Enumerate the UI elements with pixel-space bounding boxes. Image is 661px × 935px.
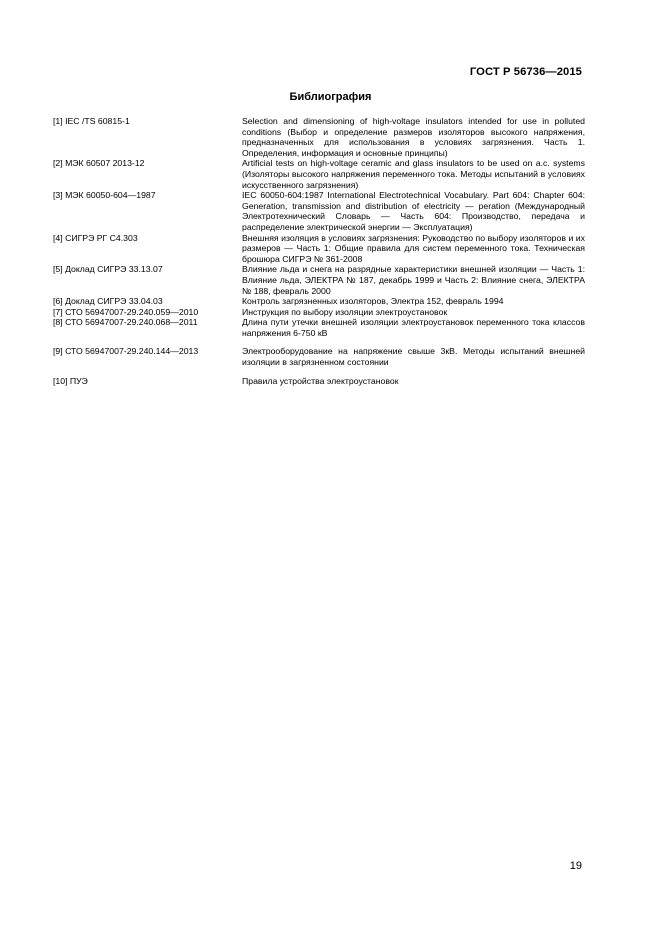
entry-description: Инструкция по выбору изоляции электроустановок: [242, 306, 448, 317]
bibliography-entry: [53, 376, 585, 387]
bibliography-entry: [53, 307, 585, 318]
entry-reference: [7] СТО 56947007-29.240.059—2010: [53, 306, 199, 317]
entry-description: Artificial tests on high-voltage ceramic and glass insulators to be used on a.c. systems (Изоляторы высокого напряжения переменного тока. Методы испытаний в условиях искусственного загрязнения): [242, 158, 585, 190]
bibliography-entry: [53, 296, 585, 307]
bibliography-entry: [53, 190, 585, 232]
entry-description: Электрооборудование на напряжение свыше 3кВ. Методы испытаний внешней изоляции в загрязненном состоянии: [242, 346, 585, 368]
bibliography-list: [53, 116, 585, 386]
entry-description: Внешняя изоляция в условиях загрязнения: Руководство по выбору изоляторов и их размеров — Часть 1: Общие правила для систем переменного тока. Техническая брошюра СИГРЭ № 361-2008: [242, 232, 585, 264]
entry-reference: [8] СТО 56947007-29.240.068—2011: [53, 317, 198, 328]
bibliography-entry: [53, 264, 585, 296]
page-title: Библиография: [289, 91, 372, 103]
entry-description: IEC 60050-604:1987 International Electrotechnical Vocabulary. Part 604: Chapter 604: Generation, transmission and distribution of electricity — peration (Международный Электротехнический Словарь — Часть 604: Производство, передача и распределение электрической энергии — Эксплуатация): [242, 190, 585, 232]
entry-reference: [10] ПУЭ: [53, 375, 88, 386]
entry-reference: [3] МЭК 60050-604—1987: [53, 190, 156, 201]
bibliography-entry: [53, 317, 585, 338]
entry-reference: [4] СИГРЭ РГ С4.303: [53, 232, 138, 243]
entry-description: Правила устройства электроустановок: [242, 375, 399, 386]
entry-description: Влияние льда и снега на разрядные характеристики внешней изоляции — Часть 1: Влияние льда, ЭЛЕКТРА № 187, декабрь 1999 и Часть 2: Влияние снега, ЭЛЕКТРА № 188, февраль 2000: [242, 264, 585, 296]
entry-reference: [9] СТО 56947007-29.240.144—2013: [53, 346, 199, 357]
standard-code: ГОСТ Р 56736—2015: [469, 66, 582, 78]
entry-reference: [1] IEC /TS 60815-1: [53, 116, 130, 126]
bibliography-entry: [53, 233, 585, 265]
page-number: 19: [569, 860, 582, 872]
bibliography-entry: [53, 116, 585, 158]
entry-spacer: [53, 368, 585, 376]
entry-spacer: [53, 338, 585, 346]
entry-reference: [6] Доклад СИГРЭ 33.04.03: [53, 296, 163, 307]
bibliography-entry: [53, 346, 585, 367]
entry-description: Контроль загрязненных изоляторов, Электра 152, февраль 1994: [242, 296, 504, 307]
entry-reference: [2] МЭК 60507 2013-12: [53, 158, 145, 169]
entry-description: Длина пути утечки внешней изоляции электроустановок переменного тока классов напряжения 6-750 кВ: [242, 317, 585, 338]
bibliography-entry: [53, 158, 585, 190]
entry-reference: [5] Доклад СИГРЭ 33.13.07: [53, 264, 163, 275]
entry-description: Selection and dimensioning of high-voltage insulators intended for use in polluted conditions (Выбор и определение размеров изоляторов высокого напряжения, предназначенных для использования в условиях загрязнения. Часть 1. Определения, информация и основные принципы): [242, 116, 585, 158]
